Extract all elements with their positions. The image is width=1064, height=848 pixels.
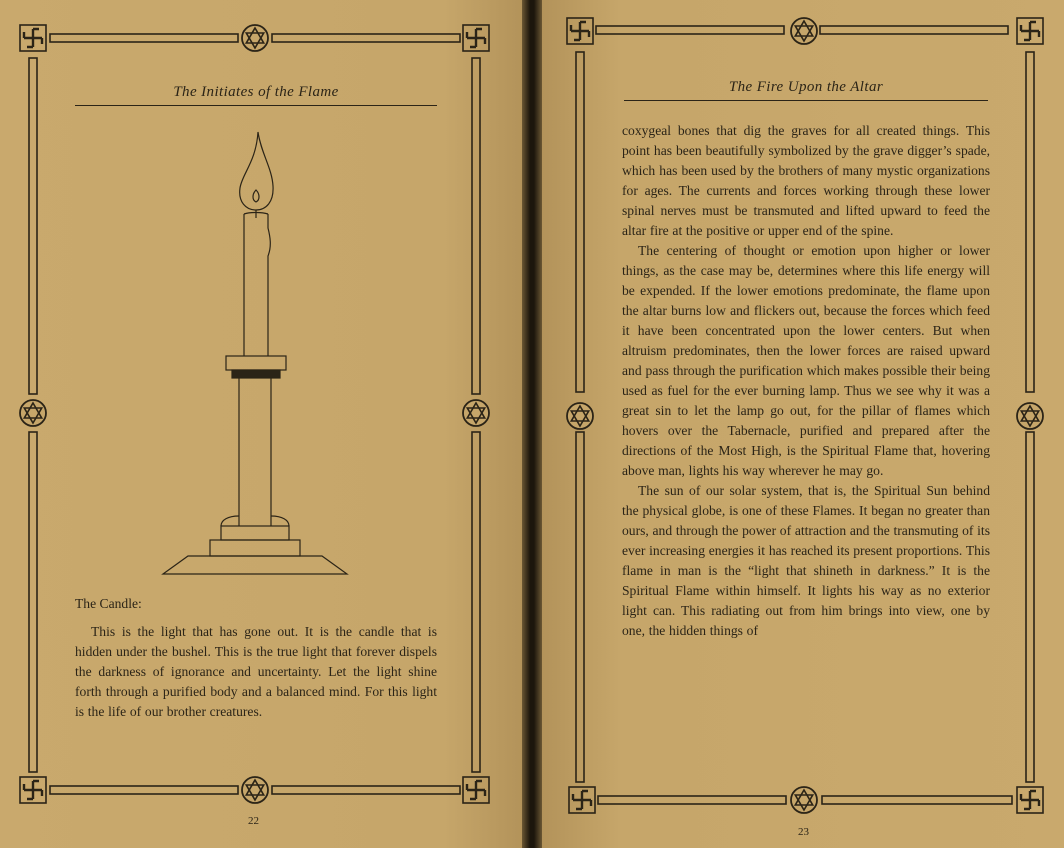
page-number: 23 — [798, 826, 809, 838]
hexagram-icon — [242, 777, 268, 803]
candle-icon — [160, 128, 350, 580]
hexagram-icon — [463, 400, 489, 426]
hexagram-icon — [20, 400, 46, 426]
hexagram-icon — [791, 787, 817, 813]
left-page — [0, 0, 522, 848]
paragraph: This is the light that has gone out. It is the candle that is hidden under the bushel. This is the true light that forever dispels the darkness of ignorance and uncertainty. Let the light shine forth through a purified body and a balanced mind. For this light is the life of our brother creatures. — [75, 624, 437, 719]
paragraph: The centering of thought or emotion upon higher or lower things, as the case may be, determines where this life energy will be expended. If the lower emotions predominate, the flame upon the altar burns low and flickers out, because the forces which feed it have been concentrated upon the lower centers. But when altruism predominates, then the lower forces are raised upward and pass through the purification which makes possible their being used as fuel for the ever burning lamp. Thus we see why it was a great sin to let the lamp go out, for the pillar of flames which hovers over the Tabernacle, purified and prepared after the directions of the Most High, is the Spiritual Flame that, hovering above man, lights his way wherever he may go. — [622, 243, 990, 478]
book-gutter — [522, 0, 542, 848]
swastika-icon — [20, 25, 46, 51]
right-body-text — [622, 121, 990, 641]
swastika-icon — [463, 777, 489, 803]
running-head: The Fire Upon the Altar — [728, 79, 884, 95]
page-number: 22 — [248, 815, 259, 827]
paragraph: The sun of our solar system, that is, the Spiritual Sun behind the physical globe, is one of these Flames. It began no greater than ours, and through the power of attraction and the transmuting of its ever increasing energies it has reached its present proportions. This flame in man is the “light that shineth in darkness.” It is the Spiritual Flame within himself. It lights his way as no exterior light can. This radiating out from him brings into view, one by one, the hidden things of — [622, 483, 990, 638]
running-head: The Initiates of the Flame — [173, 84, 339, 100]
hexagram-icon — [242, 25, 268, 51]
header-rule — [624, 100, 988, 101]
header-rule — [75, 105, 437, 106]
swastika-icon — [1017, 787, 1043, 813]
swastika-icon — [567, 18, 593, 44]
swastika-icon — [463, 25, 489, 51]
hexagram-icon — [791, 18, 817, 44]
hexagram-icon — [1017, 403, 1043, 429]
swastika-icon — [569, 787, 595, 813]
swastika-icon — [20, 777, 46, 803]
swastika-icon — [1017, 18, 1043, 44]
hexagram-icon — [567, 403, 593, 429]
right-page — [542, 0, 1064, 848]
figure-caption: The Candle: — [75, 596, 142, 611]
left-body-text — [75, 622, 437, 722]
paragraph: coxygeal bones that dig the graves for all created things. This point has been beautifully symbolized by the grave digger’s spade, which has been used by the brothers of many mystic organizations for ages. The currents and forces working through these lower spinal nerves must be transmuted and lifted upward to feed the altar fire at the positive or upper end of the spine. — [622, 123, 990, 238]
